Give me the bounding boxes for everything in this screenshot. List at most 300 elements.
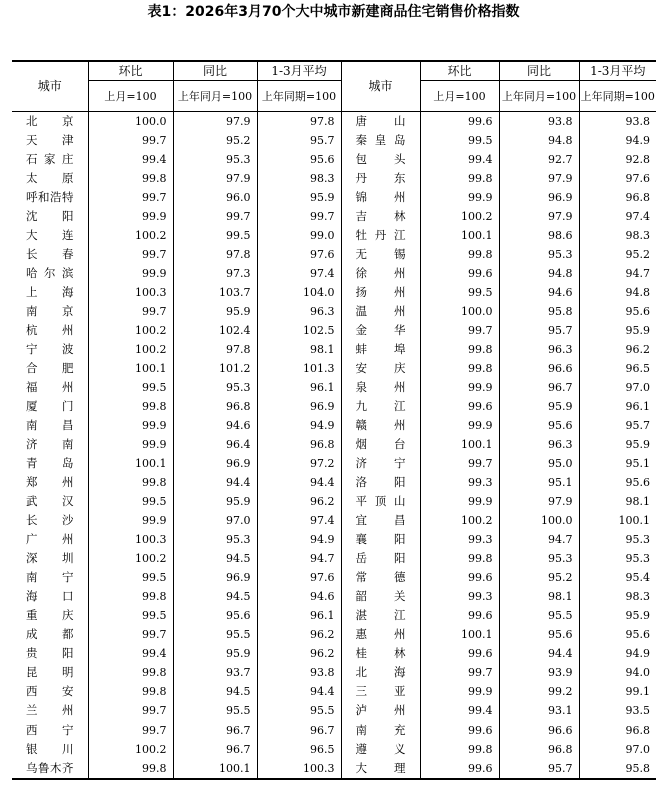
- city-cell: 桂林: [341, 644, 420, 663]
- yoy-cell: 95.9: [173, 492, 257, 511]
- mom-cell: 99.6: [420, 568, 499, 587]
- city-cell: 常德: [341, 568, 420, 587]
- city-cell: 金华: [341, 321, 420, 340]
- city-cell: 岳阳: [341, 549, 420, 568]
- mom-cell: 99.8: [88, 473, 173, 492]
- yoy-column-header: 同比: [173, 61, 257, 81]
- avg-cell: 101.3: [257, 359, 341, 378]
- city-cell: 牡丹江: [341, 226, 420, 245]
- yoy-cell: 96.7: [173, 740, 257, 759]
- mom-cell: 99.8: [420, 740, 499, 759]
- avg-cell: 104.0: [257, 283, 341, 302]
- mom-cell: 99.6: [420, 644, 499, 663]
- yoy-cell: 93.8: [499, 112, 579, 132]
- city-cell: 徐州: [341, 264, 420, 283]
- mom-cell: 99.8: [420, 169, 499, 188]
- yoy-cell: 95.5: [499, 606, 579, 625]
- yoy-column-header: 同比: [499, 61, 579, 81]
- table-row: [12, 340, 656, 359]
- avg-cell: 95.6: [579, 625, 656, 644]
- yoy-cell: 94.6: [499, 283, 579, 302]
- table-row: [12, 511, 656, 530]
- avg-cell: 97.0: [579, 378, 656, 397]
- mom-cell: 99.3: [420, 530, 499, 549]
- city-cell: 北海: [341, 663, 420, 682]
- yoy-cell: 94.5: [173, 682, 257, 701]
- mom-cell: 100.2: [88, 226, 173, 245]
- yoy-cell: 94.4: [499, 644, 579, 663]
- mom-base-header: 上月=100: [88, 81, 173, 112]
- city-cell: 昆明: [26, 665, 74, 680]
- city-column-header: 城市: [341, 61, 420, 112]
- avg-cell: 96.3: [257, 302, 341, 321]
- avg-cell: 96.5: [257, 740, 341, 759]
- city-cell: 吉林: [341, 207, 420, 226]
- city-cell: 福州: [26, 380, 74, 395]
- avg-cell: 94.9: [257, 416, 341, 435]
- table-row: [12, 549, 656, 568]
- table-row: [12, 721, 656, 740]
- table-row: [12, 207, 656, 226]
- avg-cell: 95.3: [579, 530, 656, 549]
- table-row: [12, 435, 656, 454]
- mom-column-header: 环比: [88, 61, 173, 81]
- mom-cell: 99.8: [88, 587, 173, 606]
- avg-base-header: 上年同期=100: [579, 81, 656, 112]
- city-cell: 大连: [26, 228, 74, 243]
- avg-cell: 99.1: [579, 682, 656, 701]
- mom-cell: 100.1: [420, 625, 499, 644]
- avg-cell: 95.9: [579, 606, 656, 625]
- city-cell: 秦皇岛: [341, 131, 420, 150]
- yoy-cell: 95.0: [499, 454, 579, 473]
- mom-cell: 99.4: [88, 150, 173, 169]
- yoy-cell: 96.6: [499, 359, 579, 378]
- mom-cell: 99.9: [88, 207, 173, 226]
- mom-cell: 99.7: [88, 701, 173, 720]
- mom-cell: 99.8: [88, 759, 173, 779]
- table-row: [12, 131, 656, 150]
- city-cell: 韶关: [341, 587, 420, 606]
- table-row: [12, 644, 656, 663]
- city-cell: 杭州: [26, 323, 74, 338]
- table-row: [12, 378, 656, 397]
- city-cell: 安庆: [341, 359, 420, 378]
- avg-cell: 96.1: [579, 397, 656, 416]
- city-cell: 厦门: [26, 399, 74, 414]
- avg-cell: 95.7: [579, 416, 656, 435]
- table-row: [12, 568, 656, 587]
- city-cell: 郑州: [26, 475, 74, 490]
- yoy-base-header: 上年同月=100: [499, 81, 579, 112]
- mom-cell: 99.3: [420, 587, 499, 606]
- yoy-cell: 95.7: [499, 759, 579, 779]
- table-row: [12, 188, 656, 207]
- avg-cell: 96.1: [257, 606, 341, 625]
- yoy-cell: 102.4: [173, 321, 257, 340]
- mom-cell: 99.6: [420, 721, 499, 740]
- city-cell: 石家庄: [26, 152, 74, 167]
- avg-cell: 94.4: [257, 682, 341, 701]
- avg-cell: 95.6: [579, 473, 656, 492]
- avg-cell: 96.8: [579, 721, 656, 740]
- city-cell: 宜昌: [341, 511, 420, 530]
- city-cell: 青岛: [26, 456, 74, 471]
- avg-cell: 94.7: [579, 264, 656, 283]
- mom-base-header: 上月=100: [420, 81, 499, 112]
- mom-cell: 100.3: [88, 283, 173, 302]
- yoy-cell: 96.0: [173, 188, 257, 207]
- yoy-cell: 94.8: [499, 264, 579, 283]
- mom-cell: 99.7: [88, 188, 173, 207]
- avg-cell: 97.4: [257, 511, 341, 530]
- yoy-cell: 95.1: [499, 473, 579, 492]
- yoy-cell: 95.9: [173, 302, 257, 321]
- avg-column-header: 1-3月平均: [257, 61, 341, 81]
- yoy-cell: 96.4: [173, 435, 257, 454]
- mom-cell: 99.3: [420, 473, 499, 492]
- table-row: [12, 473, 656, 492]
- avg-cell: 95.7: [257, 131, 341, 150]
- yoy-cell: 95.6: [173, 606, 257, 625]
- avg-cell: 96.9: [257, 397, 341, 416]
- city-cell: 丹东: [341, 169, 420, 188]
- yoy-cell: 97.9: [499, 207, 579, 226]
- mom-cell: 99.4: [88, 644, 173, 663]
- avg-cell: 97.6: [257, 568, 341, 587]
- avg-cell: 96.2: [257, 492, 341, 511]
- mom-cell: 99.8: [420, 245, 499, 264]
- mom-cell: 100.2: [420, 207, 499, 226]
- mom-cell: 100.0: [420, 302, 499, 321]
- yoy-cell: 96.6: [499, 721, 579, 740]
- yoy-cell: 95.9: [499, 397, 579, 416]
- mom-cell: 100.1: [88, 359, 173, 378]
- yoy-cell: 96.8: [499, 740, 579, 759]
- table-row: [12, 226, 656, 245]
- avg-cell: 96.2: [579, 340, 656, 359]
- mom-cell: 99.9: [420, 416, 499, 435]
- yoy-cell: 101.2: [173, 359, 257, 378]
- mom-cell: 99.6: [420, 606, 499, 625]
- city-cell: 长春: [26, 247, 74, 262]
- avg-cell: 94.9: [579, 644, 656, 663]
- mom-cell: 99.6: [420, 759, 499, 779]
- avg-cell: 95.9: [257, 188, 341, 207]
- avg-cell: 94.9: [579, 131, 656, 150]
- yoy-cell: 97.9: [499, 169, 579, 188]
- mom-cell: 100.0: [88, 112, 173, 132]
- price-index-table: [12, 60, 656, 780]
- mom-cell: 99.8: [420, 340, 499, 359]
- mom-cell: 99.8: [420, 549, 499, 568]
- avg-cell: 97.2: [257, 454, 341, 473]
- avg-cell: 98.1: [579, 492, 656, 511]
- avg-cell: 100.1: [579, 511, 656, 530]
- yoy-cell: 96.8: [173, 397, 257, 416]
- yoy-cell: 95.5: [173, 701, 257, 720]
- city-cell: 天津: [26, 133, 74, 148]
- avg-cell: 95.2: [579, 245, 656, 264]
- yoy-cell: 94.6: [173, 416, 257, 435]
- city-cell: 惠州: [341, 625, 420, 644]
- mom-cell: 99.7: [88, 625, 173, 644]
- mom-cell: 99.9: [88, 435, 173, 454]
- mom-cell: 100.2: [420, 511, 499, 530]
- table-row: [12, 150, 656, 169]
- avg-cell: 95.6: [257, 150, 341, 169]
- avg-cell: 96.8: [579, 188, 656, 207]
- avg-cell: 102.5: [257, 321, 341, 340]
- city-cell: 成都: [26, 627, 74, 642]
- table-row: [12, 264, 656, 283]
- mom-cell: 99.9: [88, 264, 173, 283]
- city-cell: 锦州: [341, 188, 420, 207]
- city-cell: 襄阳: [341, 530, 420, 549]
- avg-cell: 94.9: [257, 530, 341, 549]
- mom-cell: 99.6: [420, 397, 499, 416]
- yoy-cell: 96.9: [499, 188, 579, 207]
- yoy-cell: 100.1: [173, 759, 257, 779]
- city-cell: 太原: [26, 171, 74, 186]
- mom-cell: 100.2: [88, 340, 173, 359]
- table-row: [12, 492, 656, 511]
- avg-cell: 97.0: [579, 740, 656, 759]
- table-row: [12, 112, 656, 132]
- city-cell: 哈尔滨: [26, 266, 74, 281]
- mom-cell: 99.8: [88, 663, 173, 682]
- table-row: [12, 740, 656, 759]
- mom-cell: 99.8: [88, 682, 173, 701]
- yoy-cell: 98.1: [499, 587, 579, 606]
- city-cell: 包头: [341, 150, 420, 169]
- table-row: [12, 606, 656, 625]
- mom-cell: 99.7: [88, 302, 173, 321]
- city-cell: 洛阳: [341, 473, 420, 492]
- avg-cell: 97.6: [579, 169, 656, 188]
- mom-cell: 99.8: [88, 169, 173, 188]
- yoy-cell: 97.0: [173, 511, 257, 530]
- mom-cell: 99.9: [420, 378, 499, 397]
- mom-cell: 99.5: [420, 131, 499, 150]
- avg-cell: 95.5: [257, 701, 341, 720]
- yoy-cell: 94.5: [173, 549, 257, 568]
- avg-cell: 94.7: [257, 549, 341, 568]
- mom-cell: 99.7: [420, 321, 499, 340]
- city-cell: 重庆: [26, 608, 74, 623]
- avg-column-header: 1-3月平均: [579, 61, 656, 81]
- city-cell: 南昌: [26, 418, 74, 433]
- city-cell: 唐山: [341, 112, 420, 132]
- avg-cell: 95.8: [579, 759, 656, 779]
- avg-cell: 96.7: [257, 721, 341, 740]
- city-cell: 大理: [341, 759, 420, 779]
- mom-cell: 99.9: [420, 492, 499, 511]
- avg-cell: 94.8: [579, 283, 656, 302]
- yoy-base-header: 上年同月=100: [173, 81, 257, 112]
- mom-cell: 100.1: [420, 435, 499, 454]
- yoy-cell: 93.7: [173, 663, 257, 682]
- yoy-cell: 95.3: [499, 549, 579, 568]
- city-cell: 湛江: [341, 606, 420, 625]
- avg-cell: 95.4: [579, 568, 656, 587]
- yoy-cell: 99.2: [499, 682, 579, 701]
- yoy-cell: 100.0: [499, 511, 579, 530]
- yoy-cell: 95.2: [173, 131, 257, 150]
- city-cell: 上海: [26, 285, 74, 300]
- city-cell: 贵阳: [26, 646, 74, 661]
- yoy-cell: 96.7: [499, 378, 579, 397]
- mom-cell: 99.9: [420, 188, 499, 207]
- mom-cell: 100.3: [88, 530, 173, 549]
- avg-cell: 95.9: [579, 321, 656, 340]
- yoy-cell: 93.9: [499, 663, 579, 682]
- yoy-cell: 92.7: [499, 150, 579, 169]
- mom-cell: 99.4: [420, 701, 499, 720]
- city-cell: 西安: [26, 684, 74, 699]
- yoy-cell: 97.8: [173, 245, 257, 264]
- avg-cell: 93.5: [579, 701, 656, 720]
- yoy-cell: 96.9: [173, 568, 257, 587]
- table-row: [12, 682, 656, 701]
- table-row: [12, 759, 656, 779]
- city-cell: 三亚: [341, 682, 420, 701]
- yoy-cell: 93.1: [499, 701, 579, 720]
- yoy-cell: 94.5: [173, 587, 257, 606]
- yoy-cell: 95.6: [499, 416, 579, 435]
- yoy-cell: 97.3: [173, 264, 257, 283]
- avg-cell: 100.3: [257, 759, 341, 779]
- avg-cell: 97.4: [579, 207, 656, 226]
- yoy-cell: 97.8: [173, 340, 257, 359]
- city-cell: 沈阳: [26, 209, 74, 224]
- city-cell: 乌鲁木齐: [26, 760, 74, 775]
- avg-cell: 98.3: [579, 226, 656, 245]
- mom-cell: 100.2: [88, 321, 173, 340]
- table-row: [12, 587, 656, 606]
- city-cell: 呼和浩特: [26, 190, 74, 205]
- yoy-cell: 95.9: [173, 644, 257, 663]
- mom-column-header: 环比: [420, 61, 499, 81]
- city-cell: 九江: [341, 397, 420, 416]
- yoy-cell: 97.9: [173, 112, 257, 132]
- city-cell: 泉州: [341, 378, 420, 397]
- avg-cell: 99.7: [257, 207, 341, 226]
- table-row: [12, 530, 656, 549]
- avg-cell: 94.6: [257, 587, 341, 606]
- mom-cell: 99.8: [420, 359, 499, 378]
- city-cell: 南充: [341, 721, 420, 740]
- yoy-cell: 95.6: [499, 625, 579, 644]
- city-cell: 北京: [26, 114, 74, 128]
- avg-cell: 96.2: [257, 625, 341, 644]
- city-cell: 海口: [26, 589, 74, 604]
- yoy-cell: 103.7: [173, 283, 257, 302]
- avg-cell: 97.4: [257, 264, 341, 283]
- yoy-cell: 95.3: [499, 245, 579, 264]
- avg-cell: 96.5: [579, 359, 656, 378]
- mom-cell: 99.7: [88, 245, 173, 264]
- yoy-cell: 94.4: [173, 473, 257, 492]
- mom-cell: 99.9: [88, 416, 173, 435]
- city-cell: 赣州: [341, 416, 420, 435]
- mom-cell: 99.9: [420, 682, 499, 701]
- yoy-cell: 94.8: [499, 131, 579, 150]
- yoy-cell: 96.9: [173, 454, 257, 473]
- mom-cell: 99.5: [88, 568, 173, 587]
- avg-cell: 97.6: [257, 245, 341, 264]
- yoy-cell: 95.2: [499, 568, 579, 587]
- avg-cell: 98.1: [257, 340, 341, 359]
- mom-cell: 99.7: [420, 454, 499, 473]
- city-cell: 烟台: [341, 435, 420, 454]
- city-cell: 温州: [341, 302, 420, 321]
- avg-cell: 96.8: [257, 435, 341, 454]
- avg-cell: 99.0: [257, 226, 341, 245]
- table-row: [12, 169, 656, 188]
- city-cell: 宁波: [26, 342, 74, 357]
- yoy-cell: 94.7: [499, 530, 579, 549]
- yoy-cell: 96.3: [499, 340, 579, 359]
- avg-cell: 94.4: [257, 473, 341, 492]
- table-row: [12, 397, 656, 416]
- city-cell: 泸州: [341, 701, 420, 720]
- yoy-cell: 95.7: [499, 321, 579, 340]
- mom-cell: 99.5: [88, 606, 173, 625]
- mom-cell: 99.9: [88, 511, 173, 530]
- city-cell: 南京: [26, 304, 74, 319]
- table-row: [12, 701, 656, 720]
- yoy-cell: 99.5: [173, 226, 257, 245]
- mom-cell: 100.1: [420, 226, 499, 245]
- mom-cell: 99.7: [88, 131, 173, 150]
- avg-cell: 96.2: [257, 644, 341, 663]
- avg-cell: 97.8: [257, 112, 341, 132]
- table-row: [12, 416, 656, 435]
- yoy-cell: 95.5: [173, 625, 257, 644]
- city-cell: 蚌埠: [341, 340, 420, 359]
- mom-cell: 100.1: [88, 454, 173, 473]
- table-body: [12, 112, 656, 779]
- city-cell: 长沙: [26, 513, 74, 528]
- city-cell: 合肥: [26, 361, 74, 376]
- city-cell: 武汉: [26, 494, 74, 509]
- avg-cell: 95.1: [579, 454, 656, 473]
- city-cell: 西宁: [26, 722, 74, 737]
- mom-cell: 100.2: [88, 549, 173, 568]
- mom-cell: 99.6: [420, 112, 499, 132]
- table-row: [12, 663, 656, 682]
- mom-cell: 99.4: [420, 150, 499, 169]
- avg-cell: 94.0: [579, 663, 656, 682]
- city-cell: 南宁: [26, 570, 74, 585]
- avg-cell: 98.3: [579, 587, 656, 606]
- table-row: [12, 321, 656, 340]
- city-cell: 扬州: [341, 283, 420, 302]
- yoy-cell: 96.7: [173, 721, 257, 740]
- mom-cell: 100.2: [88, 740, 173, 759]
- yoy-cell: 95.8: [499, 302, 579, 321]
- yoy-cell: 97.9: [499, 492, 579, 511]
- city-cell: 遵义: [341, 740, 420, 759]
- yoy-cell: 96.3: [499, 435, 579, 454]
- city-cell: 无锡: [341, 245, 420, 264]
- yoy-cell: 99.7: [173, 207, 257, 226]
- avg-cell: 95.6: [579, 302, 656, 321]
- table-row: [12, 625, 656, 644]
- city-column-header: 城市: [12, 61, 88, 112]
- table-row: [12, 283, 656, 302]
